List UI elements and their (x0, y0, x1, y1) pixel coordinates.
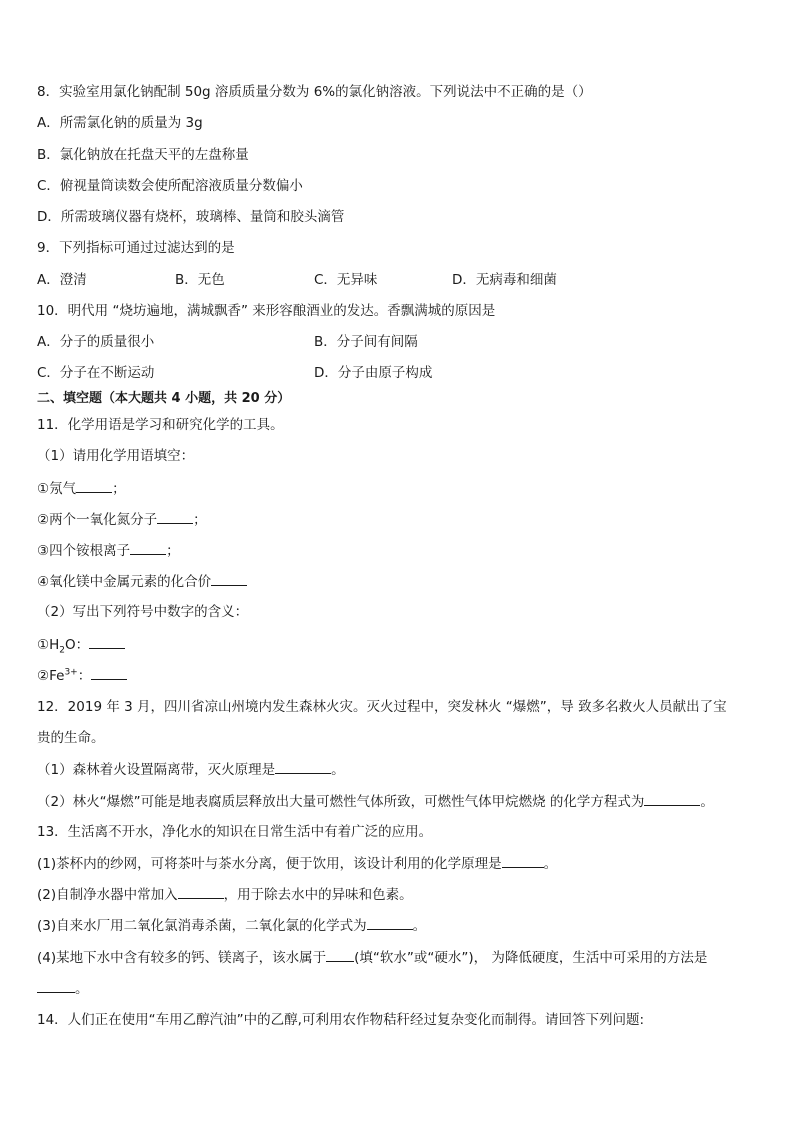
semicolon: ； (112, 481, 126, 497)
symbol-fe-superscript: 3+ (64, 667, 78, 678)
q13-part3-text: (3)自来水厂用二氧化氯消毒杀菌，二氧化氯的化学式为 (37, 918, 367, 934)
q13-part2-text-a: (2)自制净水器中常加入 (37, 887, 178, 903)
q11-item-4-label: ④氧化镁中金属元素的化合价 (37, 574, 212, 590)
symbol-h2o-prefix: ①H (37, 637, 60, 653)
q13-stem: 13．生活离不开水，净化水的知识在日常生活中有着广泛的应用。 (37, 824, 433, 840)
q9-stem: 9．下列指标可通过过滤达到的是 (37, 240, 235, 256)
answer-blank[interactable] (502, 854, 544, 868)
symbol-h2o-subscript: 2 (59, 645, 65, 656)
q13-part2 (37, 885, 413, 904)
q13-part4-text-b: (填“软水”或“硬水”)， 为降低硬度，生活中可采用的方法是 (354, 950, 708, 966)
q11-part1: （1）请用化学用语填空： (37, 448, 195, 464)
q11-item-4 (37, 572, 247, 591)
q12-part2-text: （2）林火“爆燃”可能是地表腐质层释放出大量可燃性气体所致，可燃性气体甲烷燃烧 的化学方程式为 (37, 794, 645, 810)
q9-option-c: C．无异味 (314, 272, 378, 288)
symbol-fe-suffix: ： (77, 668, 92, 684)
answer-blank[interactable] (644, 792, 700, 806)
section-title: 二、填空题（本大题共 4 小题，共 20 分） (37, 391, 291, 406)
q12-stem-line1: 12．2019 年 3 月，四川省凉山州境内发生森林火灾。灭火过程中，突发林火 “爆燃”，导 致多名救火人员献出了宝 (37, 699, 727, 715)
q14-stem: 14．人们正在使用“车用乙醇汽油”中的乙醇,可利用农作物秸秆经过复杂变化而制得。请回答下列问题: (37, 1012, 645, 1028)
answer-blank[interactable] (157, 510, 193, 524)
answer-blank[interactable] (76, 479, 112, 493)
q8-option-a: A．所需氯化钠的质量为 3g (37, 115, 203, 131)
q11-symbol-1 (37, 635, 125, 654)
answer-blank[interactable] (178, 885, 224, 899)
answer-blank[interactable] (367, 916, 413, 930)
semicolon: ； (193, 512, 207, 528)
q9-option-d: D．无病毒和细菌 (452, 272, 557, 288)
q13-part1 (37, 854, 557, 873)
q9-option-a: A．澄清 (37, 272, 87, 288)
period: 。 (75, 981, 89, 997)
q10-option-d: D．分子由原子构成 (314, 365, 433, 381)
q10-stem: 10．明代用 “烧坊遍地，满城飘香” 来形容酿酒业的发达。香飘满城的原因是 (37, 303, 496, 319)
q11-stem: 11．化学用语是学习和研究化学的工具。 (37, 417, 284, 433)
answer-blank[interactable] (211, 572, 247, 586)
answer-blank[interactable] (91, 666, 127, 680)
q10-option-c: C．分子在不断运动 (37, 365, 155, 381)
answer-blank[interactable] (37, 979, 75, 993)
q11-item-1 (37, 479, 126, 498)
answer-blank[interactable] (130, 541, 166, 555)
answer-blank[interactable] (275, 760, 331, 774)
q13-part2-text-b: ，用于除去水中的异味和色素。 (223, 887, 413, 903)
q13-part4 (37, 948, 707, 967)
q12-part1-text: （1）森林着火设置隔离带，灭火原理是 (37, 762, 276, 778)
q11-item-2 (37, 510, 207, 529)
symbol-fe-prefix: ②Fe (37, 668, 65, 684)
period: 。 (331, 762, 345, 778)
semicolon: ； (166, 543, 180, 559)
q13-part3 (37, 916, 426, 935)
q10-option-a: A．分子的质量很小 (37, 334, 155, 350)
q13-part4-continued (37, 979, 89, 998)
q8-stem: 8．实验室用氯化钠配制 50g 溶质质量分数为 6%的氯化钠溶液。下列说法中不正确的是（） (37, 84, 592, 100)
q9-option-b: B．无色 (175, 272, 225, 288)
q11-item-3-label: ③四个铵根离子 (37, 543, 131, 559)
answer-blank[interactable] (326, 948, 354, 962)
period: 。 (700, 794, 714, 810)
period: 。 (412, 918, 427, 934)
period: 。 (543, 856, 558, 872)
q12-part1 (37, 760, 345, 779)
q8-option-b: B．氯化钠放在托盘天平的左盘称量 (37, 147, 249, 163)
q13-part4-text-a: (4)某地下水中含有较多的钙、镁离子，该水属于 (37, 950, 327, 966)
q11-symbol-2 (37, 666, 127, 685)
q12-stem-line2: 贵的生命。 (37, 730, 105, 746)
q11-item-1-label: ①氖气 (37, 481, 77, 497)
q8-option-c: C．俯视量筒读数会使所配溶液质量分数偏小 (37, 178, 303, 194)
q12-part2 (37, 792, 714, 811)
symbol-h2o-suffix: O： (65, 637, 90, 653)
q13-part1-text: (1)茶杯内的纱网，可将茶叶与茶水分离，便于饮用，该设计利用的化学原理是 (37, 856, 502, 872)
answer-blank[interactable] (89, 635, 125, 649)
q10-option-b: B．分子间有间隔 (314, 334, 418, 350)
q11-item-2-label: ②两个一氧化氮分子 (37, 512, 158, 528)
q11-part2: （2）写出下列符号中数字的含义： (37, 604, 249, 620)
q8-option-d: D．所需玻璃仪器有烧杯，玻璃棒、量筒和胶头滴管 (37, 209, 345, 225)
q11-item-3 (37, 541, 180, 560)
